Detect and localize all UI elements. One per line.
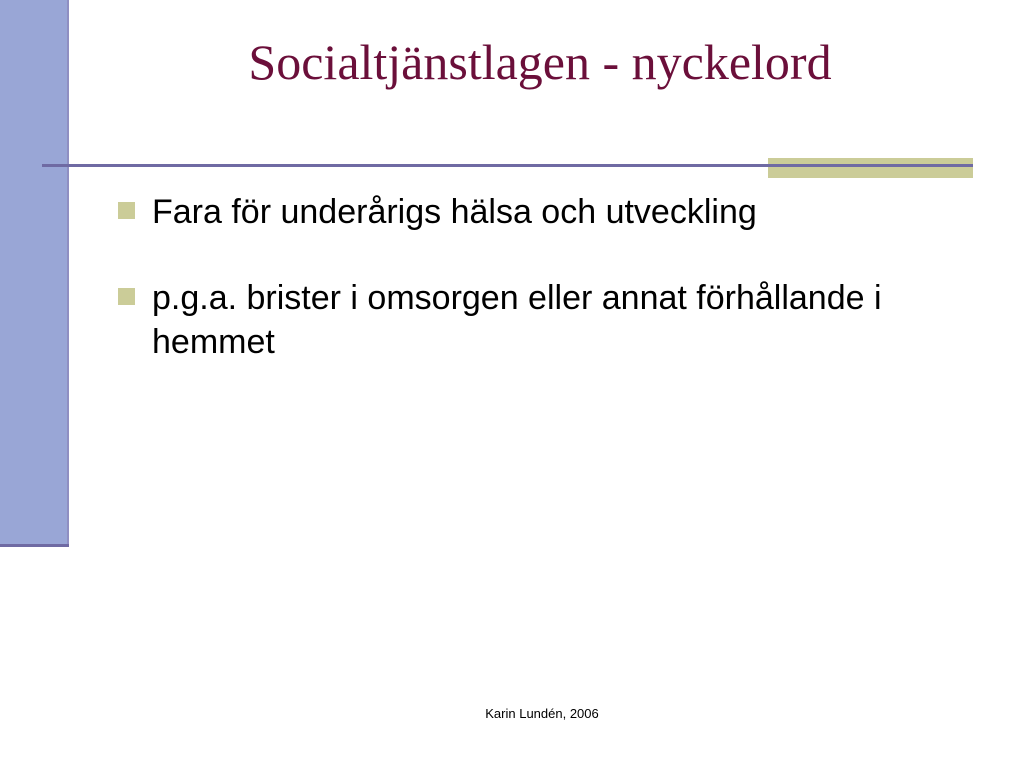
bullet-list [118, 190, 958, 406]
bullet-text: Fara för underårigs hälsa och utveckling [152, 193, 757, 231]
bullet-item [118, 190, 958, 234]
square-bullet-icon [118, 288, 135, 305]
left-band-bottom-rule [0, 544, 69, 547]
title-accent-bar [768, 158, 973, 178]
bullet-item [118, 276, 958, 364]
left-band-edge [67, 0, 69, 547]
left-decorative-band [0, 0, 67, 545]
square-bullet-icon [118, 202, 135, 219]
slide-title: Socialtjänstlagen - nyckelord [248, 34, 832, 90]
accent-bar-line [768, 165, 973, 167]
bullet-text: p.g.a. brister i omsorgen eller annat förhållande i hemmet [152, 279, 882, 361]
footer-credit: Karin Lundén, 2006 [485, 706, 599, 721]
